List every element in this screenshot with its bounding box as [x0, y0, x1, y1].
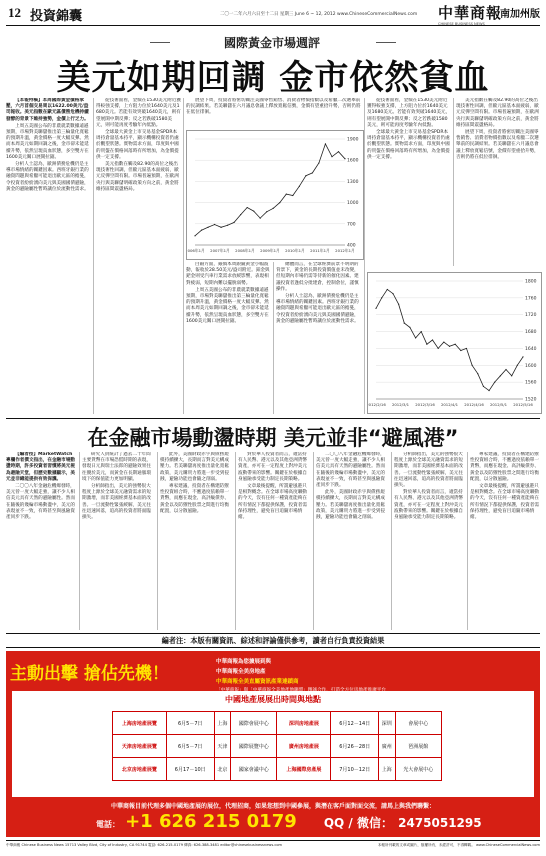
article2-column: [160, 452, 232, 630]
footer-left: 中華商報 Chinese Business News 15713 Valley Blvd, City of Industry, CA 91744 電話: 626-215-0179 傳真: 626-388-3481 editor@chinesebusinessnews.com: [6, 843, 283, 847]
column-rule: [364, 98, 365, 414]
x-tick-label: 2012/3/16: [415, 402, 435, 407]
body-paragraph: 分析師指出，美元的強勢很大程度上源於全球美元融資需求的短期激增，而非美國經濟基本面的改善。一旦流動性緊張緩解，美元往往迅速回落，追高的投資者將面臨損失。: [394, 452, 463, 489]
ad-phone-row: [96, 811, 482, 832]
price-point: [466, 348, 467, 349]
x-tick-label: 2012/2/16: [368, 402, 386, 407]
article2-headline: 在金融市場動盪時期 美元並非“避風港”: [87, 426, 459, 450]
price-point: [472, 365, 473, 366]
y-tick-label: 1800: [525, 279, 537, 285]
y-tick-label: 1560: [525, 380, 537, 386]
kicker-rule-right: [376, 42, 396, 43]
column-rule: [313, 452, 314, 630]
schedule-row: [113, 712, 442, 735]
x-tick-label: 2012/5/16: [513, 402, 533, 407]
price-point: [443, 342, 444, 343]
body-paragraph: 二〇〇八年金融危機爆發時，美元曾一度大幅走強，讓不少人相信美元具有天然的避險屬性。然而在隨後的幾輪市場動盪中，美元的表現並不一致，有時甚至與風險資產同步下跌。: [316, 452, 385, 489]
article-lead: [6, 98, 91, 414]
body-paragraph: 此外，美國財政赤字與債務規模持續擴大，長期而言對美元構成壓力。若美聯儲再度推出量化寬鬆政策，美元購買力將進一步受到侵蝕，避險功能也會隨之削弱。: [316, 490, 385, 521]
schedule-cell: 國家會議中心: [231, 758, 277, 781]
price-point: [214, 224, 215, 225]
price-point: [375, 308, 376, 309]
ad-schedule-box: [12, 691, 534, 797]
ad-qq-number[interactable]: 2475051295: [398, 816, 482, 830]
price-point: [234, 222, 235, 223]
price-point: [318, 162, 319, 163]
body-paragraph: 從技術面看，金價在1530美元附近獲得較強支撐，上方阻力位於1640美元及1680美元。若能有效突破1640美元，則有望展開中期反彈；反之若跌破1580美元，則可能再度考驗年內低點。: [367, 98, 451, 128]
body-paragraph: 分析師指出，美元的強勢很大程度上源於全球美元融資需求的短期激增，而非美國經濟基本面的改善。一旦流動性緊張緩解，美元往往迅速回落，追高的投資者將面臨損失。: [82, 484, 151, 521]
article-column: [96, 98, 181, 414]
y-tick-label: 1600: [525, 363, 537, 369]
ad-title: 主動出擊 搶佔先機！: [10, 664, 169, 684]
ad-tagline: 中華商報全美房地產: [216, 669, 266, 675]
price-point: [421, 331, 422, 332]
y-tick-label: 1600: [347, 158, 359, 164]
price-point: [305, 175, 306, 176]
price-point: [460, 350, 461, 351]
price-point: [220, 227, 221, 228]
article2-column: [394, 452, 464, 630]
price-point: [522, 356, 523, 357]
column-rule: [93, 98, 94, 414]
price-point: [279, 202, 280, 203]
column-rule: [157, 452, 158, 630]
y-tick-label: 1000: [347, 201, 359, 207]
y-tick-label: 400: [347, 243, 356, 249]
x-tick-label: 2007年1月: [210, 248, 230, 253]
price-series-line: [195, 144, 345, 236]
x-tick-label: 2012/4/1: [440, 402, 459, 407]
body-paragraph: 上周五美國公布的非農就業數據遠遜預期，市場對美聯儲推出第三輪量化寬鬆的預期升溫，黃金價格一度大幅反彈。然而本周美元如期回調之後，金市卻未能延續升勢，依然呈現貧血狀態，多空雙方在1600美元關口展開拉鋸。: [186, 287, 269, 324]
x-tick-label: 2008年1月: [235, 248, 255, 253]
price-point: [331, 156, 332, 157]
body-paragraph: 分析人士認為，歐洲債務危機仍是主導市場情緒的關鍵因素。西班牙銀行業的融資問題與希臘可能退出歐元區的擔憂，令投資者紛紛湧向美元與美國國債避險，黃金的避險屬性暫時讓位於流動性需求。: [6, 162, 89, 192]
schedule-cell: 廣州: [379, 735, 395, 758]
body-paragraph: 展望下周，投資者將密切關注美國零售銷售、消費者物價指數以及希臘二次選舉前的民調結果。若美聯儲在六月議息會議上釋放寬鬆信號，金價有望重拾升勢，否則仍將在低位徘徊。: [456, 130, 539, 160]
article-divider: [6, 418, 540, 419]
article2-column: [316, 452, 388, 630]
price-point: [338, 151, 339, 152]
edition-label: 南加州版: [500, 9, 540, 20]
y-tick-label: 1760: [525, 296, 537, 302]
schedule-cell: 天津: [214, 735, 230, 758]
body-paragraph: 研究人員統計了過去二十年間主要貨幣在市場恐慌時期的表現，發現日元與瑞士法郎的避險效果往往優於美元，而黃金在長期通脹環境下的保值能力更加明顯。: [82, 452, 151, 482]
lead-paragraph: 【本報特稿】本周國際黃金價格承壓，六月首個交易周以1622.00美元/盎司報收。美元指數在歐元區債務危機持續發酵的背景下維持強勢，金價上行乏力。: [6, 98, 89, 122]
footer-right: 本報所刊載的文章或圖片，版權所有，未經許可，不得轉載。 www.ChineseCommercialNews.com: [377, 843, 540, 847]
column-rule: [183, 98, 184, 414]
gold-price-long-chart: [186, 130, 364, 260]
article2-column: [470, 452, 540, 630]
schedule-cell: 6月26－28日: [331, 735, 379, 758]
price-point: [207, 227, 208, 228]
lead-paragraph: 【編者按】MarketWatch專欄作者撰文指出，在金融市場動盪時期，許多投資者習慣將美元視為避險天堂，但歷史數據顯示，美元並非總能提供有效保護。: [6, 452, 75, 482]
page-number: 12: [8, 5, 21, 20]
body-paragraph: 展望下周，投資者將密切關注美國零售銷售、消費者物價指數以及希臘二次選舉前的民調結果。若美聯儲在六月議息會議上釋放寬鬆信號，金價有望重拾升勢，否則仍將在低位徘徊。: [186, 98, 361, 116]
price-point: [227, 225, 228, 226]
price-point: [194, 235, 195, 236]
gold-price-short-chart: [367, 272, 542, 414]
column-rule: [273, 262, 274, 414]
body-paragraph: 總體而言，在全球經濟前景不明朗的背景下，黃金的長期投資價值並未改變，但短期內市場仍需等待新的催化因素。建議投資者逢低分批建倉，控制倉位，謹慎操作。: [276, 262, 359, 292]
footer-rule: [6, 840, 540, 841]
article-column: [367, 98, 451, 266]
y-tick-label: 1720: [525, 313, 537, 319]
article2-column: [6, 452, 76, 630]
x-tick-label: 2010年1月: [285, 248, 305, 253]
price-point: [201, 230, 202, 231]
schedule-row: [113, 758, 442, 781]
schedule-cell: 6月12－14日: [331, 712, 379, 735]
column-rule: [235, 452, 236, 630]
body-paragraph: 此外，美國財政赤字與債務規模持續擴大，長期而言對美元構成壓力。若美聯儲再度推出量化寬鬆政策，美元購買力將進一步受到侵蝕，避險功能也會隨之削弱。: [160, 452, 229, 482]
schedule-cell: 深圳房地產展: [277, 712, 331, 735]
price-point: [312, 172, 313, 173]
schedule-cell: 北京: [214, 758, 230, 781]
column-rule: [391, 452, 392, 630]
schedule-cell: 天津房地產展覽: [113, 735, 167, 758]
schedule-cell: 上海房地產展覽: [113, 712, 167, 735]
price-point: [415, 337, 416, 338]
column-rule: [453, 98, 454, 266]
x-tick-label: 2012/4/16: [464, 402, 484, 407]
masthead-logo: [438, 2, 502, 26]
price-point: [325, 143, 326, 144]
price-point: [266, 211, 267, 212]
price-point: [505, 369, 506, 370]
ad-table-title: 中國地產展展出時間與地點: [225, 695, 321, 704]
schedule-cell: 7月10－12日: [331, 758, 379, 781]
x-tick-label: 2012/5/1: [489, 402, 508, 407]
schedule-cell: 上海國際房產展: [277, 758, 331, 781]
schedule-cell: 上海: [379, 758, 395, 781]
price-point: [488, 390, 489, 391]
x-tick-label: 2011年1月: [310, 248, 330, 253]
section-title: 投資錦囊: [30, 9, 83, 24]
price-point: [344, 158, 345, 159]
schedule-row: [113, 735, 442, 758]
y-tick-label: 1300: [347, 179, 359, 185]
body-paragraph: 白銀方面，銀價本周跟隨黃金小幅波動，報收於28.50美元/盎司附近。鉑金與鈀金則受汽車行業需求放緩影響，表現相對疲弱，短期內難以擺脫弱勢。: [186, 262, 270, 286]
ad-bottom-text: 中華商報目前代理多個中國地產展的展位，代理招商，如果您想到中國參展，與潛在客戶面對面交流，請馬上與我們聯繫：: [110, 803, 435, 810]
price-point: [432, 339, 433, 340]
ad-tagline: 中華商報全美直屬資訊產業連鎖商: [216, 679, 299, 685]
ad-tagline: 中華商報為您擴展到與: [216, 659, 272, 665]
price-point: [273, 208, 274, 209]
schedule-cell: 國際會展中心: [231, 712, 277, 735]
masthead-title: 中華商報: [438, 4, 503, 22]
dateline: 二〇一二年六月六日至十二日 星期三 June 6 ~ 12, 2012 www.ChineseCommercialNews.com: [220, 12, 418, 17]
body-paragraph: 對於華人投資者而言，適當持有人民幣、港元以及其他亞洲貨幣資產，亦可在一定程度上對沖美元波動帶來的影響。關鍵在於根據自身風險承受能力制定長期策略。: [394, 490, 463, 521]
price-point: [438, 348, 439, 349]
y-tick-label: 1520: [525, 397, 537, 403]
body-paragraph: 文章最後提醒，所謂避風港只是相對概念。在全球市場高度聯動的今天，沒有任何一種資產能夠在所有情況下都提供保護，投資者需保持理性，避免盲目追隨市場情緒。: [470, 484, 539, 521]
price-point: [398, 304, 399, 305]
page-header: [0, 0, 546, 26]
body-paragraph: 文章最後提醒，所謂避風港只是相對概念。在全球市場高度聯動的今天，沒有任何一種資產能夠在所有情況下都提供保護，投資者需保持理性，避免盲目追隨市場情緒。: [238, 484, 307, 521]
schedule-cell: 6月5－7日: [166, 735, 214, 758]
body-paragraph: 二〇〇八年金融危機爆發時，美元曾一度大幅走強，讓不少人相信美元具有天然的避險屬性。然而在隨後的幾輪市場動盪中，美元的表現並不一致，有時甚至與風險資產同步下跌。: [6, 484, 75, 521]
header-rule: [6, 25, 540, 26]
schedule-cell: 上海: [214, 712, 230, 735]
x-tick-label: 2009年1月: [260, 248, 280, 253]
y-tick-label: 1640: [525, 346, 537, 352]
schedule-cell: 國際展覽中心: [231, 735, 277, 758]
body-paragraph: 全球最大黃金上市交易基金SPDR本周持倉量基本持平，顯示機構投資者仍處於觀望狀態。實物需求方面，印度與中國的買盤在價格回落時有所增加，為金價提供一定支撐。: [96, 130, 179, 160]
article-kicker: 國際黃金市場週評: [223, 36, 320, 50]
schedule-cell: 光大會展中心: [395, 758, 441, 781]
price-point: [381, 297, 382, 298]
price-point: [500, 375, 501, 376]
y-tick-label: 700: [347, 222, 356, 228]
price-point: [247, 207, 248, 208]
price-point: [260, 218, 261, 219]
schedule-cell: 琶洲展館: [395, 735, 441, 758]
schedule-cell: 深圳: [379, 712, 395, 735]
x-tick-label: 2012/3/1: [391, 402, 410, 407]
schedule-cell: 6月17－10日: [166, 758, 214, 781]
x-tick-label: 2006年1月: [187, 248, 205, 253]
price-point: [292, 195, 293, 196]
real-estate-ad: [6, 651, 540, 837]
price-point: [483, 386, 484, 387]
body-paragraph: 上周五美國公布的非農就業數據遠遜預期，市場對美聯儲推出第三輪量化寬鬆的預期升溫，黃金價格一度大幅反彈。然而本周美元如期回調之後，金市卻未能延續升勢，依然呈現貧血狀態，多空雙方在1600美元關口展開拉鋸。: [6, 123, 89, 160]
price-point: [477, 373, 478, 374]
y-tick-label: 1680: [525, 330, 537, 336]
schedule-cell: 北京房地產展覽: [113, 758, 167, 781]
price-point: [426, 344, 427, 345]
body-paragraph: 美元指數在觸及82.90的高位之後出現技術性回調，但歐元區基本面疲弱，歐元反彈空間有限。市場普遍預期，在歐洲央行與美聯儲明確政策方向之前，黃金將維持區間震盪格局。: [96, 162, 179, 192]
article2-column: [238, 452, 310, 630]
body-paragraph: 專家建議，投資者在構建防禦性投資組合時，不應過度依賴單一貨幣，而應在現金、高評級債券、黃金以及防禦性股票之間進行均衡配置，以分散風險。: [160, 484, 229, 514]
column-rule: [467, 452, 468, 630]
column-rule: [79, 452, 80, 630]
price-point: [387, 289, 388, 290]
y-tick-label: 1900: [347, 137, 359, 143]
price-point: [511, 375, 512, 376]
gold-price-short-chart-svg: [368, 273, 541, 413]
gold-price-long-chart-svg: [187, 131, 363, 259]
price-point: [409, 327, 410, 328]
body-paragraph: 對於華人投資者而言，適當持有人民幣、港元以及其他亞洲貨幣資產，亦可在一定程度上對沖美元波動帶來的影響。關鍵在於根據自身風險承受能力制定長期策略。: [238, 452, 307, 482]
price-point: [449, 346, 450, 347]
ad-qq-label: QQ / 微信：: [323, 816, 393, 830]
price-point: [240, 214, 241, 215]
article-column: [456, 98, 540, 266]
price-point: [404, 323, 405, 324]
price-series-line: [376, 289, 523, 390]
editor-note: 編者注：本版有關資訊、綜述和評論僅供參考，讀者自行負責投資結果: [161, 636, 385, 645]
body-paragraph: 美元指數在觸及82.90的高位之後出現技術性回調，但歐元區基本面疲弱，歐元反彈空間有限。市場普遍預期，在歐洲央行與美聯儲明確政策方向之前，黃金將維持區間震盪格局。: [456, 98, 539, 128]
ad-taglines: [216, 657, 536, 693]
price-point: [494, 382, 495, 383]
article2-column: [82, 452, 154, 630]
editor-note-rule-bottom: [6, 647, 540, 648]
masthead-english: CHINESE BUSINESS NEWS: [438, 22, 485, 26]
price-point: [253, 210, 254, 211]
price-point: [286, 194, 287, 195]
editor-note-rule: [6, 633, 540, 634]
schedule-cell: 會展中心: [395, 712, 441, 735]
price-point: [299, 186, 300, 187]
exhibition-schedule-table: [112, 711, 442, 781]
article-column: [276, 262, 362, 414]
body-paragraph: 全球最大黃金上市交易基金SPDR本周持倉量基本持平，顯示機構投資者仍處於觀望狀態。實物需求方面，印度與中國的買盤在價格回落時有所增加，為金價提供一定支撐。: [367, 130, 450, 160]
ad-phone-number[interactable]: +1 626 215 0179: [125, 811, 297, 832]
body-paragraph: 分析人士認為，歐洲債務危機仍是主導市場情緒的關鍵因素。西班牙銀行業的融資問題與希臘可能退出歐元區的擔憂，令投資者紛紛湧向美元與美國國債避險，黃金的避險屬性暫時讓位於流動性需求。: [276, 294, 359, 324]
schedule-cell: 廣州房地產展: [277, 735, 331, 758]
kicker-rule-left: [150, 42, 170, 43]
article-column: [186, 98, 362, 128]
article-headline: 美元如期回調 金市依然貧血: [56, 58, 490, 98]
body-paragraph: 專家建議，投資者在構建防禦性投資組合時，不應過度依賴單一貨幣，而應在現金、高評級債券、黃金以及防禦性股票之間進行均衡配置，以分散風險。: [470, 452, 539, 482]
ad-phone-label: 電話：: [96, 820, 120, 829]
price-point: [455, 344, 456, 345]
schedule-cell: 6月5－7日: [166, 712, 214, 735]
price-point: [392, 293, 393, 294]
body-paragraph: 從技術面看，金價在1530美元附近獲得較強支撐，上方阻力位於1640美元及1680美元。若能有效突破1640美元，則有望展開中期反彈；反之若跌破1580美元，則可能再度考驗年內低點。: [96, 98, 181, 128]
x-tick-label: 2012年1月: [335, 248, 355, 253]
price-point: [517, 365, 518, 366]
article-column: [186, 262, 271, 414]
